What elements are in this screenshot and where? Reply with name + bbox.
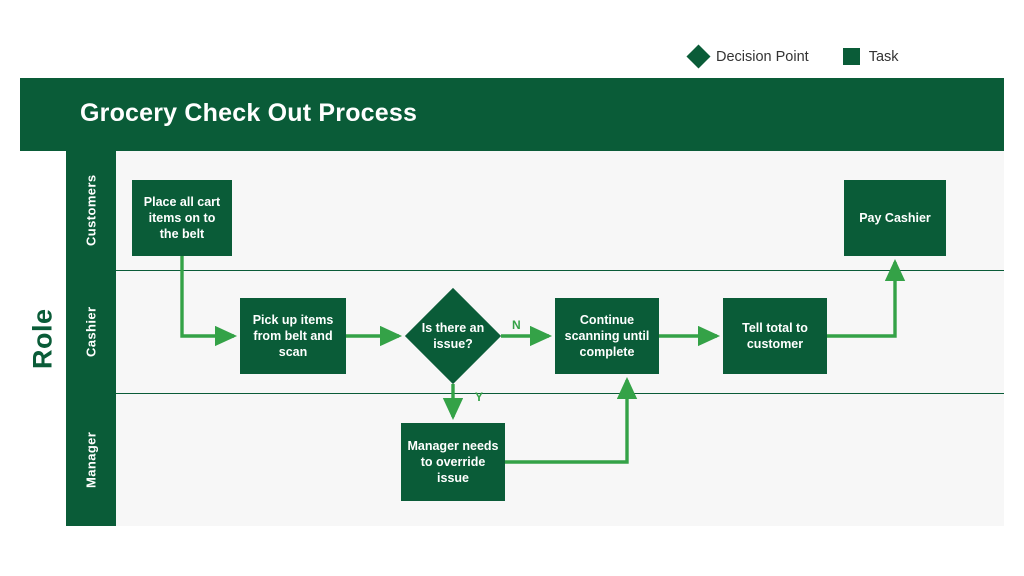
lane-body-manager: [116, 393, 1004, 526]
lane-divider-1: [116, 270, 1004, 271]
edge-label-yes: Y: [475, 390, 484, 404]
diamond-icon: [686, 44, 710, 68]
node-tell-total-to-customer[interactable]: Tell total to customer: [723, 298, 827, 374]
node-place-all-cart-items[interactable]: Place all cart items on to the belt: [132, 180, 232, 256]
legend: [690, 48, 899, 65]
lane-divider-2: [116, 393, 1004, 394]
legend-label-decision: Decision Point: [716, 48, 809, 65]
legend-item-task: [843, 48, 899, 65]
node-decision-is-there-an-issue[interactable]: [405, 288, 501, 384]
node-pick-up-items[interactable]: Pick up items from belt and scan: [240, 298, 346, 374]
lane-label-manager: Manager: [66, 393, 116, 526]
node-manager-override[interactable]: Manager needs to override issue: [401, 423, 505, 501]
legend-item-decision: [690, 48, 809, 65]
decision-label: Is there an issue?: [421, 320, 485, 351]
lane-label-cashier: Cashier: [66, 270, 116, 393]
edge-label-no: N: [512, 318, 521, 332]
node-continue-scanning[interactable]: Continue scanning until complete: [555, 298, 659, 374]
lane-label-customers: Customers: [66, 151, 116, 270]
square-icon: [843, 48, 860, 65]
legend-label-task: Task: [868, 48, 899, 65]
node-pay-cashier[interactable]: Pay Cashier: [844, 180, 946, 256]
swimlane-diagram: [20, 78, 1004, 526]
page-title: Grocery Check Out Process: [80, 99, 418, 127]
role-axis-label: Role: [27, 308, 58, 369]
